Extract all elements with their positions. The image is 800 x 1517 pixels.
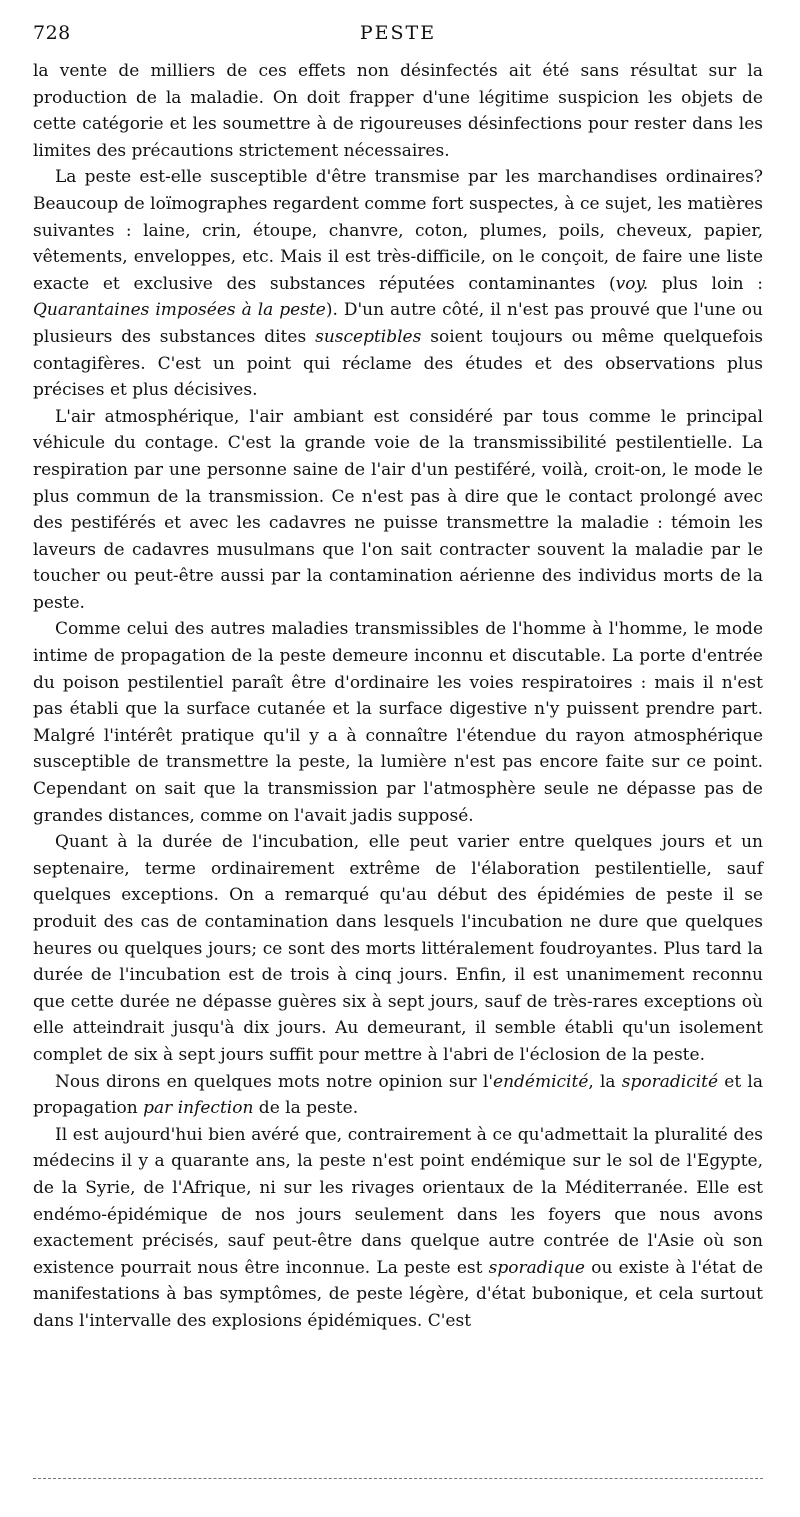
text-run: Nous dirons en quelques mots notre opinion sur l' xyxy=(55,1071,494,1092)
text-run: Quant à la durée de l'incubation, elle peut varier entre quelques jours et un septenaire, terme ordinairement extrême de l'élaboration pestilentielle, sauf quelques exceptions. On a remarqué qu'au début des épidémies de peste il se produit des cas de contamination dans lesquels l'incubation ne dure que quelques heures ou quelques jours; ce sont des morts littéralement foudroyantes. Plus tard la durée de l'incubation est de trois à cinq jours. Enfin, il est unanimement reconnu que cette durée ne dépasse guères six à sept jours, sauf de très-rares exceptions où elle atteindrait jusqu'à dix jours. Au demeurant, il semble établi qu'un isolement complet de six à sept jours suffit pour mettre à l'abri de l'éclosion de la peste. xyxy=(33,832,763,1065)
paragraph xyxy=(33,164,763,403)
text-run: Il est aujourd'hui bien avéré que, contrairement à ce qu'admettait la pluralité des médecins il y a quarante ans, la peste n'est point endémique sur le sol de l'Egypte, de la Syrie, de l'Afrique, ni sur les rivages orientaux de la Méditerranée. Elle est endémo-épidémique de nos jours seulement dans les foyers que nous avons exactement précisés, sauf peut-être dans quelque autre contrée de l'Asie où son existence pourrait nous être inconnue. La peste est xyxy=(33,1124,763,1278)
text-run: L'air atmosphérique, l'air ambiant est considéré par tous comme le principal véhicule du contage. C'est la grande voie de la transmissibilité pestilentielle. La respiration par une personne saine de l'air d'un pestiféré, voilà, croit-on, le mode le plus commun de la transmission. Ce n'est pas à dire que le contact prolongé avec des pestiférés et avec les cadavres ne puisse transmettre la maladie : témoin les laveurs de cadavres musulmans que l'on sait contracter souvent la maladie par le toucher ou peut-être aussi par la contamination aérienne des individus morts de la peste. xyxy=(33,406,763,613)
paragraph xyxy=(33,1069,763,1122)
paragraph xyxy=(33,58,763,164)
page-header xyxy=(33,0,763,58)
running-title: PESTE xyxy=(359,22,437,44)
text-run: et la propagation xyxy=(33,1071,763,1119)
text-run: plus loin : xyxy=(648,273,763,294)
text-run: ou existe à l'état de manifestations à bas symptômes, de peste légère, d'état bubonique, et cela surtout dans l'intervalle des explosions épidémiques. C'est xyxy=(33,1257,764,1331)
text-run: soient toujours ou même quelquefois contagifères. C'est un point qui réclame des études et des observations plus précises et plus décisives. xyxy=(33,326,763,401)
italic-text: endémicité xyxy=(493,1071,589,1092)
text-run: de la peste. xyxy=(253,1098,359,1119)
italic-text: sporadique xyxy=(488,1257,585,1278)
paragraph xyxy=(33,1122,763,1335)
page-number: 728 xyxy=(33,22,71,44)
paragraph xyxy=(33,404,763,617)
italic-text: sporadicité xyxy=(621,1071,719,1092)
text-run: la vente de milliers de ces effets non désinfectés ait été sans résultat sur la production de la maladie. On doit frapper d'une légitime suspicion les objets de cette catégorie et les soumettre à de rigoureuses désinfections pour rester dans les limites des précautions strictement nécessaires. xyxy=(33,61,763,161)
footer-rule xyxy=(33,1478,763,1479)
italic-text: susceptibles xyxy=(315,326,422,347)
paragraph xyxy=(33,829,763,1068)
italic-text: par infection xyxy=(143,1098,254,1119)
body-text xyxy=(33,58,763,1335)
text-run: La peste est-elle susceptible d'être transmise par les marchandises ordinaires? Beaucoup de loïmographes regardent comme fort suspectes, à ce sujet, les matières suivantes : laine, crin, étoupe, chanvre, coton, plumes, poils, cheveux, papier, vêtements, enveloppes, etc. Mais il est très-difficile, on le conçoit, de faire une liste exacte et exclusive des substances réputées contaminantes ( xyxy=(33,167,763,294)
text-run: ). D'un autre côté, il n'est pas prouvé que l'une ou plusieurs des substances dites xyxy=(33,300,763,347)
paragraph xyxy=(33,616,763,829)
italic-text: Quarantaines imposées à la peste xyxy=(33,300,326,321)
document-page xyxy=(33,0,763,1335)
text-run: Comme celui des autres maladies transmissibles de l'homme à l'homme, le mode intime de propagation de la peste demeure inconnu et discutable. La porte d'entrée du poison pestilentiel paraît être d'ordinaire les voies respiratoires : mais il n'est pas établi que la surface cutanée et la surface digestive n'y puissent prendre part. Malgré l'intérêt pratique qu'il y a à connaître l'étendue du rayon atmosphérique susceptible de transmettre la peste, la lumière n'est pas encore faite sur ce point. Cependant on sait que la transmission par l'atmosphère seule ne dépasse pas de grandes distances, comme on l'avait jadis supposé. xyxy=(33,619,763,826)
italic-text: voy. xyxy=(615,273,649,294)
text-run: , la xyxy=(588,1071,622,1092)
